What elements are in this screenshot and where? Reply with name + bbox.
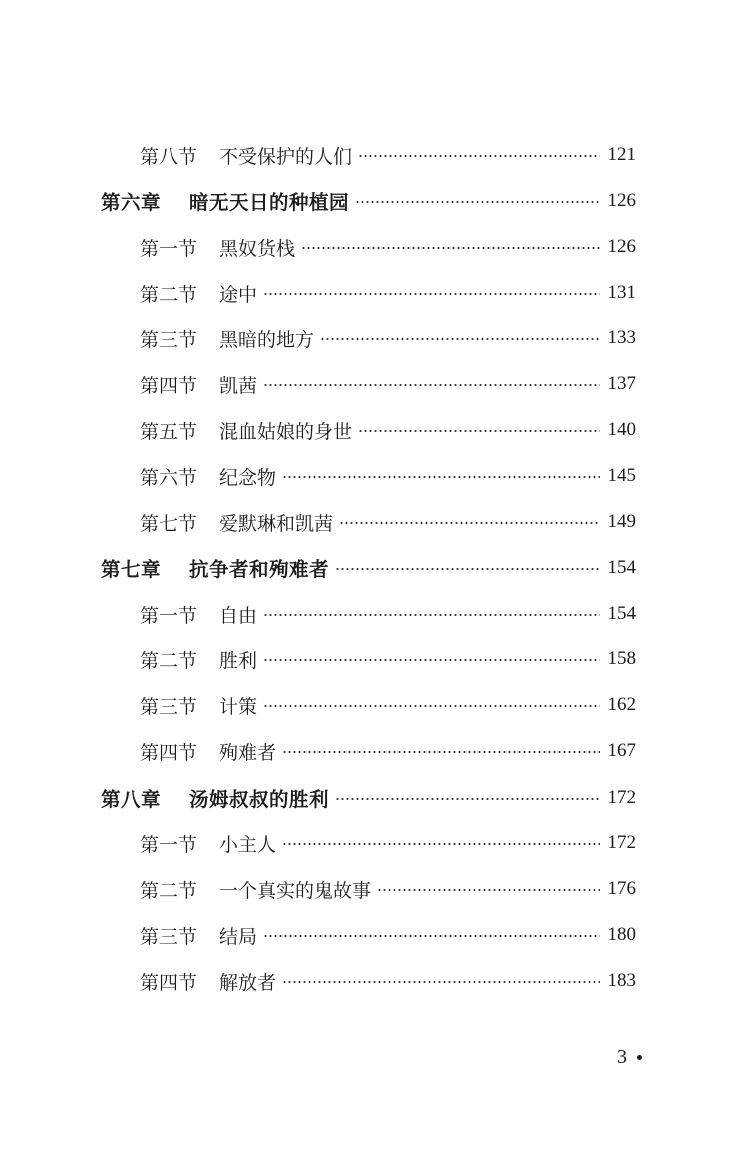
toc-section-entry (140, 278, 636, 308)
page-number: 133 (607, 327, 636, 348)
section-number: 第四节 (140, 971, 198, 994)
section-number: 第一节 (140, 237, 198, 260)
toc-section-entry (140, 644, 636, 674)
dot-leader (335, 798, 600, 800)
section-title: 结局 (219, 925, 258, 948)
section-number: 第三节 (140, 695, 198, 718)
dot-leader (301, 247, 600, 249)
page-number: 121 (607, 144, 636, 165)
chapter-title: 抗争者和殉难者 (189, 558, 330, 581)
section-number: 第五节 (140, 420, 198, 443)
toc-section-entry (140, 369, 636, 399)
toc-section-entry (140, 966, 636, 996)
page-folio (617, 1046, 642, 1069)
dot-leader (263, 614, 600, 616)
dot-leader (282, 476, 600, 478)
dot-leader (263, 659, 600, 661)
section-title: 解放者 (219, 971, 277, 994)
page-number: 154 (607, 557, 636, 578)
page-number: 137 (607, 373, 636, 394)
chapter-number: 第六章 (101, 191, 162, 214)
dot-leader (263, 384, 600, 386)
section-title: 计策 (219, 695, 258, 718)
dot-leader (358, 430, 600, 432)
toc-section-entry (140, 232, 636, 262)
section-title: 殉难者 (219, 741, 277, 764)
dot-leader (339, 522, 600, 524)
toc-chapter-entry (101, 553, 636, 583)
section-title: 一个真实的鬼故事 (219, 879, 372, 902)
dot-leader (263, 293, 600, 295)
page-number: 126 (607, 236, 636, 257)
toc-section-entry (140, 323, 636, 353)
page-number: 180 (607, 924, 636, 945)
section-number: 第一节 (140, 604, 198, 627)
toc-chapter-entry (101, 783, 636, 813)
page-number: 167 (607, 740, 636, 761)
section-title: 混血姑娘的身世 (219, 420, 353, 443)
dot-leader (320, 338, 600, 340)
section-title: 自由 (219, 604, 258, 627)
page-number: 154 (607, 603, 636, 624)
page-number: 158 (607, 648, 636, 669)
toc-section-entry (140, 461, 636, 491)
section-number: 第四节 (140, 374, 198, 397)
toc-section-entry (140, 415, 636, 445)
dot-leader (282, 843, 600, 845)
section-title: 胜利 (219, 649, 258, 672)
page-number: 145 (607, 465, 636, 486)
section-number: 第六节 (140, 466, 198, 489)
dot-leader (282, 981, 600, 983)
toc-section-entry (140, 736, 636, 766)
section-title: 凯茜 (219, 374, 258, 397)
page-number: 172 (607, 787, 636, 808)
section-number: 第三节 (140, 328, 198, 351)
section-number: 第七节 (140, 512, 198, 535)
folio-number: 3 (617, 1046, 627, 1068)
section-number: 第三节 (140, 925, 198, 948)
page-number: 183 (607, 970, 636, 991)
toc-section-entry (140, 140, 636, 170)
toc-chapter-entry (101, 186, 636, 216)
chapter-number: 第八章 (101, 788, 162, 811)
page-number: 131 (607, 282, 636, 303)
toc-section-entry (140, 828, 636, 858)
dot-leader (355, 201, 600, 203)
dot-leader (263, 935, 600, 937)
section-title: 途中 (219, 283, 258, 306)
section-title: 不受保护的人们 (219, 145, 353, 168)
section-number: 第二节 (140, 283, 198, 306)
section-number: 第八节 (140, 145, 198, 168)
section-title: 黑暗的地方 (219, 328, 315, 351)
toc-section-entry (140, 690, 636, 720)
page-number: 149 (607, 511, 636, 532)
toc-section-entry (140, 874, 636, 904)
toc-section-entry (140, 920, 636, 950)
toc-section-entry (140, 507, 636, 537)
section-title: 爱默琳和凯茜 (219, 512, 334, 535)
chapter-title: 暗无天日的种植园 (189, 191, 350, 214)
section-title: 黑奴货栈 (219, 237, 296, 260)
chapter-number: 第七章 (101, 558, 162, 581)
section-number: 第四节 (140, 741, 198, 764)
chapter-title: 汤姆叔叔的胜利 (189, 788, 330, 811)
dot-leader (282, 751, 600, 753)
page-number: 162 (607, 694, 636, 715)
dot-leader (358, 155, 600, 157)
toc-section-entry (140, 599, 636, 629)
page-number: 126 (607, 190, 636, 211)
section-number: 第二节 (140, 649, 198, 672)
dot-leader (335, 568, 600, 570)
dot-leader (377, 889, 600, 891)
section-number: 第二节 (140, 879, 198, 902)
page-number: 176 (607, 878, 636, 899)
section-title: 纪念物 (219, 466, 277, 489)
section-title: 小主人 (219, 833, 277, 856)
page-number: 172 (607, 832, 636, 853)
dot-leader (263, 705, 600, 707)
bullet-dot-icon (637, 1055, 642, 1060)
section-number: 第一节 (140, 833, 198, 856)
page-number: 140 (607, 419, 636, 440)
